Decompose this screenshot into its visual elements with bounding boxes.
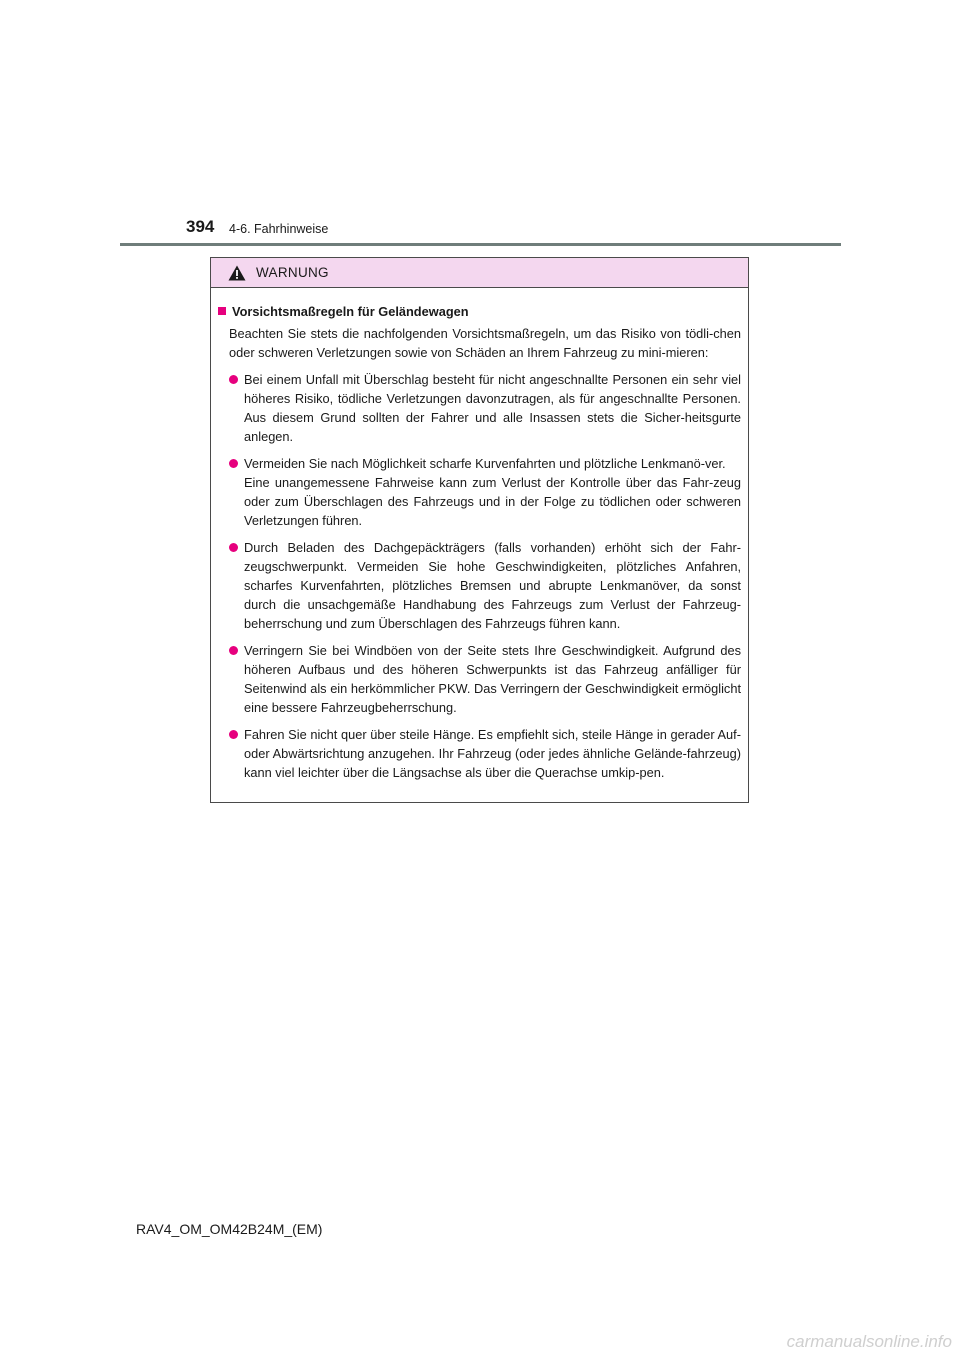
list-item: [216, 538, 741, 633]
warning-body: [211, 288, 748, 782]
warning-title: WARNUNG: [256, 265, 329, 280]
list-item-text: Verringern Sie bei Windböen von der Seite stets Ihre Geschwindigkeit. Aufgrund des höheren Aufbaus und des höheren Schwerpunkts ist das Fahrzeug anfälliger für Seitenwind als ein herkömmlicher PKW. Das Verringern der Geschwindigkeit ermöglicht eine bessere Fahrzeugbeherrschung.: [244, 643, 741, 715]
list-item: [216, 641, 741, 717]
list-item: [216, 370, 741, 446]
round-bullet-icon: [229, 459, 238, 468]
list-item: [216, 454, 741, 530]
round-bullet-icon: [229, 646, 238, 655]
section-title: 4-6. Fahrhinweise: [229, 222, 329, 236]
document-id: RAV4_OM_OM42B24M_(EM): [136, 1221, 323, 1237]
warning-box: [210, 257, 749, 803]
page-number: 394: [186, 217, 215, 236]
round-bullet-icon: [229, 375, 238, 384]
round-bullet-icon: [229, 730, 238, 739]
round-bullet-icon: [229, 543, 238, 552]
list-item: [216, 725, 741, 782]
list-item-text: Durch Beladen des Dachgepäckträgers (falls vorhanden) erhöht sich der Fahr-zeugschwerpunkt. Vermeiden Sie hohe Geschwindigkeiten, plötzliches Anfahren, scharfes Kurvenfahrten, plötzliches Bremsen und abrupte Lenkmanöver, da sonst durch die unsachgemäße Handhabung des Fahrzeugs zum Verlust der Fahrzeug-beherrschung und zum Überschlagen des Fahrzeugs führen kann.: [244, 540, 741, 631]
warning-intro: Beachten Sie stets die nachfolgenden Vorsichtsmaßregeln, um das Risiko von tödli-chen oder schweren Verletzungen sowie von Schäden an Ihrem Fahrzeug zu mini-mieren:: [229, 326, 741, 360]
warning-subheading: [216, 302, 741, 321]
square-bullet-icon: [218, 307, 226, 315]
warning-triangle-icon: [228, 265, 246, 281]
watermark: carmanualsonline.info: [786, 1332, 952, 1351]
list-item-text: Vermeiden Sie nach Möglichkeit scharfe Kurvenfahrten und plötzliche Lenkmanö-ver. Eine unangemessene Fahrweise kann zum Verlust der Kontrolle über das Fahr-zeug oder zum Überschlagen des Fahrzeugs und in der Folge zu tödlichen oder schweren Verletzungen führen.: [244, 456, 741, 528]
warning-header: [211, 258, 748, 288]
header-divider: [120, 243, 841, 246]
list-item-text: Bei einem Unfall mit Überschlag besteht für nicht angeschnallte Personen ein sehr viel höheres Risiko, tödliche Verletzungen davonzutragen, als für angeschnallte Personen. Aus diesem Grund sollten der Fahrer und alle Insassen stets die Sicher-heitsgurte anlegen.: [244, 372, 741, 444]
list-item-text: Fahren Sie nicht quer über steile Hänge. Es empfiehlt sich, steile Hänge in gerader Auf- oder Abwärtsrichtung anzugehen. Ihr Fahrzeug (oder jedes ähnliche Gelände-fahrzeug) kann viel leichter über die Längsachse als über die Querachse umkip-pen.: [244, 727, 741, 780]
subheading-text: Vorsichtsmaßregeln für Geländewagen: [232, 304, 469, 319]
